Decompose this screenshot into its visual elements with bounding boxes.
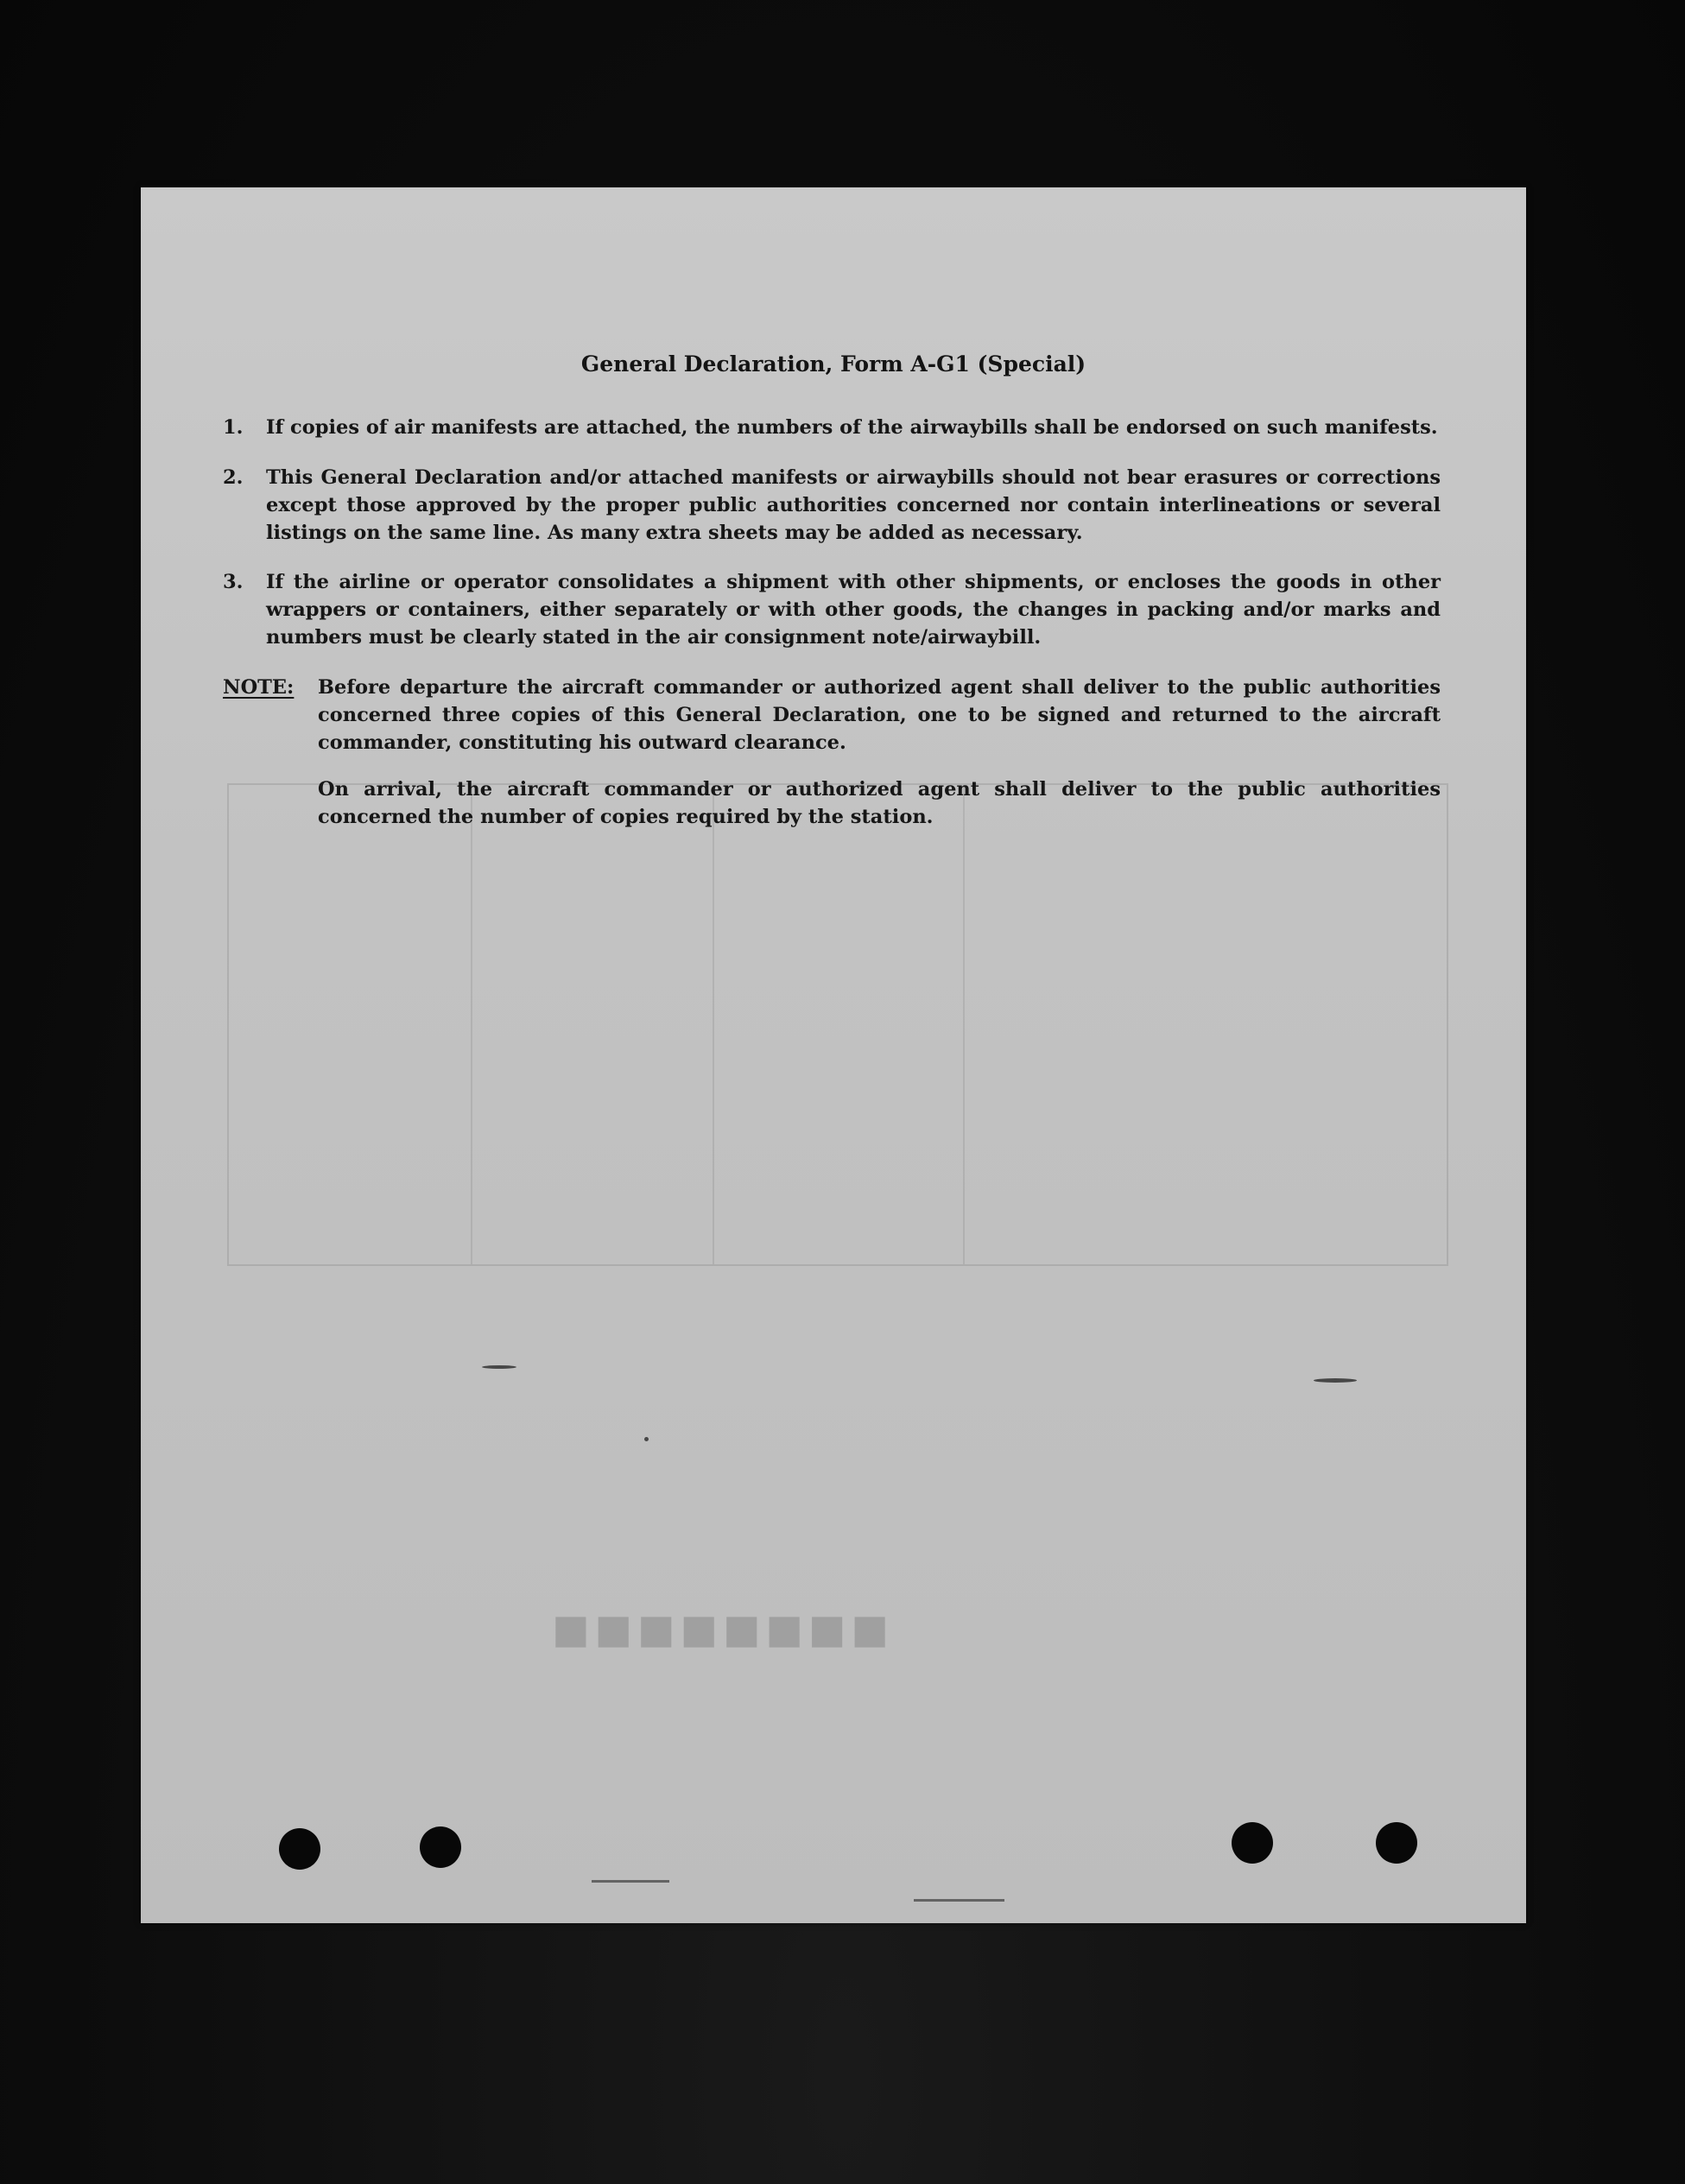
binder-tab-mark	[592, 1880, 669, 1883]
binder-tab-mark	[914, 1899, 1004, 1902]
item-number: 1.	[223, 416, 244, 439]
scan-speck	[482, 1365, 516, 1369]
item-text: This General Declaration and/or attached manifests or airwaybills should not bear erasures or corrections except those approved by the proper public authorities concerned nor contain interlineations or several listings on the same line. As many extra sheets may be added as necessary.	[266, 466, 1441, 544]
bleed-through-heading: ■■■■■■■■	[547, 1612, 889, 1659]
item-text: If the airline or operator consolidates a shipment with other shipments, or encloses the goods in other wrappers or containers, either separately or with other goods, the changes in packing and/or marks and numbers must be clearly stated in the air consignment note/airwaybill.	[266, 571, 1441, 649]
note-paragraph-1: Before departure the aircraft commander or authorized agent shall deliver to the public authorities concerned three copies of this General Declaration, one to be signed and returned to the aircraft commander, constituting his outward clearance.	[318, 676, 1441, 754]
document-sheet	[141, 187, 1526, 1923]
instruction-item-2	[223, 464, 1441, 547]
scan-speck	[644, 1437, 649, 1441]
item-number: 2.	[223, 466, 244, 489]
punch-hole	[279, 1828, 320, 1870]
note-label: NOTE:	[223, 676, 295, 699]
form-title: General Declaration, Form A-G1 (Special)	[580, 351, 1086, 377]
item-text: If copies of air manifests are attached, the numbers of the airwaybills shall be endorsed on such manifests.	[266, 416, 1438, 439]
instruction-item-1	[223, 414, 1441, 441]
item-number: 3.	[223, 571, 244, 593]
scan-speck	[1314, 1378, 1357, 1383]
punch-hole	[1232, 1822, 1273, 1864]
punch-hole	[420, 1826, 461, 1868]
note-paragraph-2: On arrival, the aircraft commander or authorized agent shall deliver to the public authorities concerned the number of copies required by the station.	[318, 778, 1441, 828]
bleed-through-table	[227, 783, 1448, 1266]
punch-hole	[1376, 1822, 1417, 1864]
note-block	[223, 674, 1441, 831]
instruction-item-3	[223, 568, 1441, 651]
